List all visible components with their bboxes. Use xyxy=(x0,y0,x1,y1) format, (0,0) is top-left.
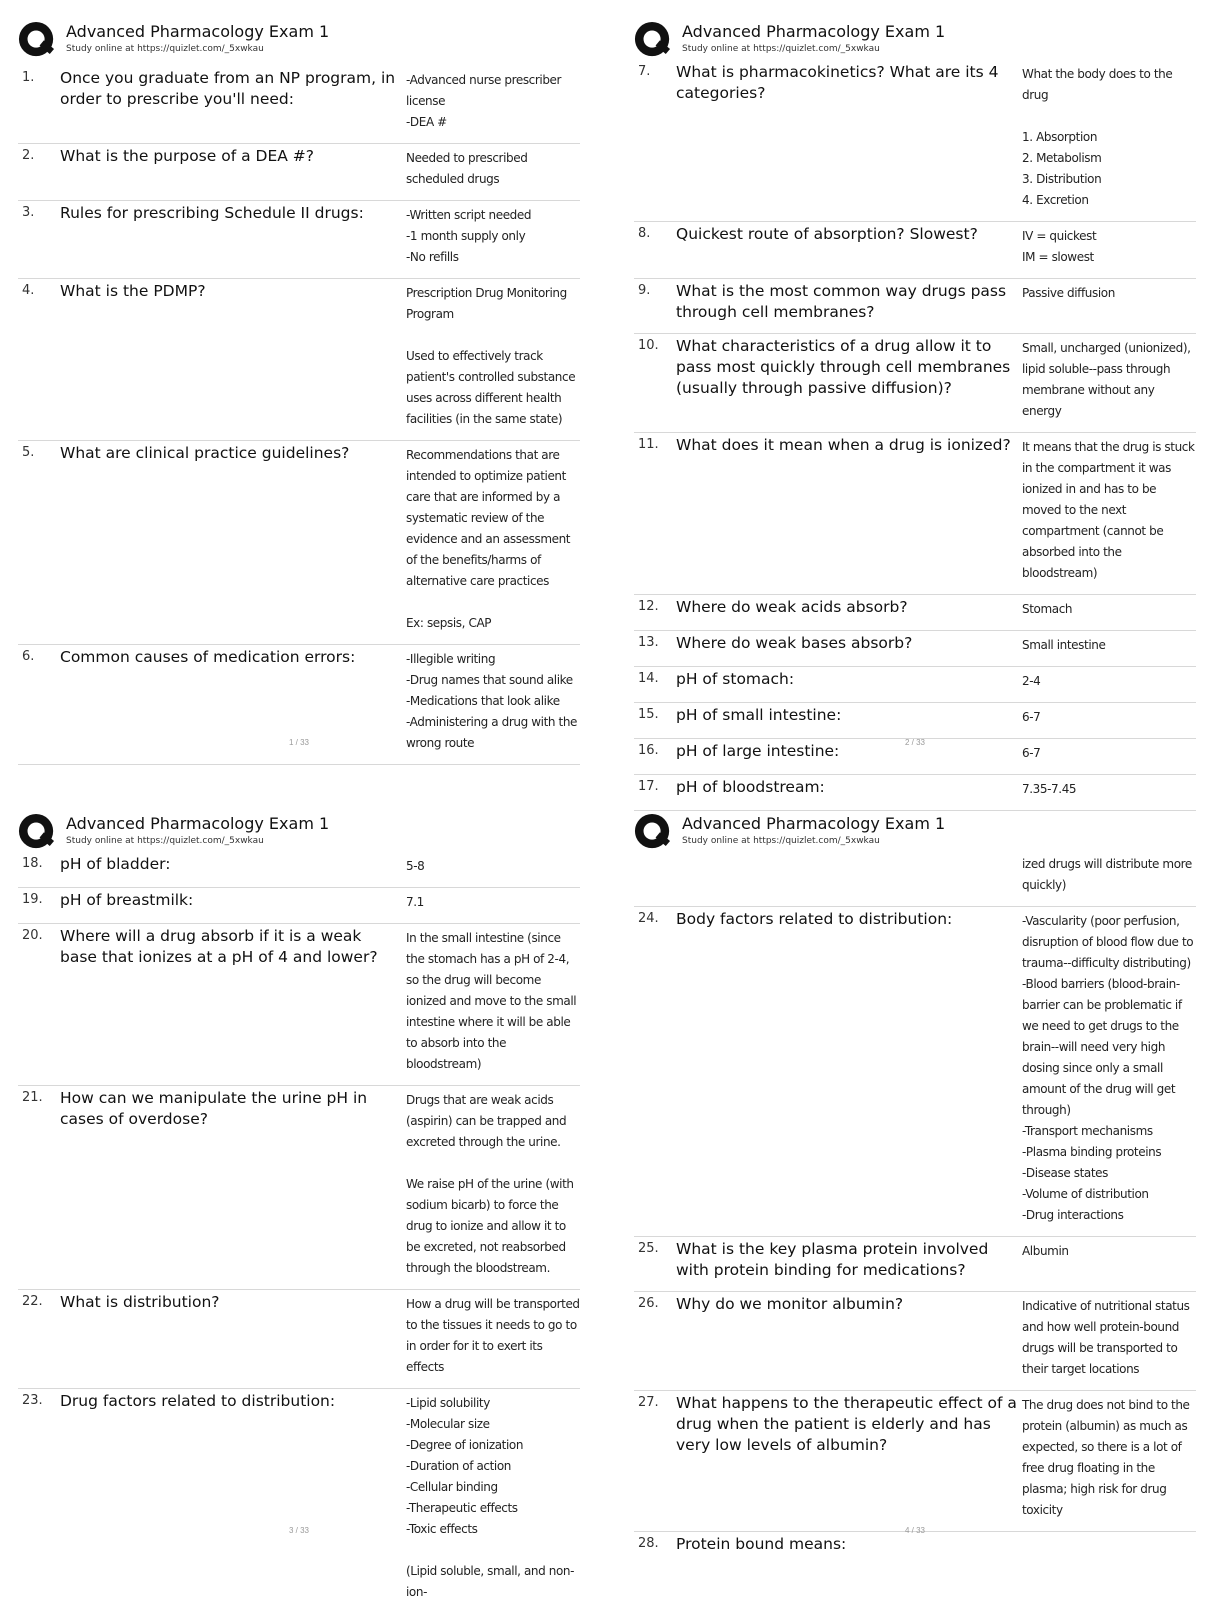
flashcard xyxy=(18,645,580,765)
card-term: Where do weak acids absorb? xyxy=(676,598,908,616)
card-number: 15. xyxy=(638,707,659,722)
card-definition: It means that the drug is stuck in the compartment it was ionized in and has to be moved to the next compartment (cannot be absorbed into the bloodstream) xyxy=(1022,440,1195,580)
card-definition: Small intestine xyxy=(1022,638,1106,652)
card-number: 17. xyxy=(638,779,659,794)
page-number: 3 / 33 xyxy=(288,1526,309,1535)
flashcard xyxy=(18,201,580,279)
card-definition xyxy=(1022,1534,1196,1555)
card-term: Why do we monitor albumin? xyxy=(676,1295,904,1313)
card-number: 22. xyxy=(22,1294,43,1309)
card-definition: In the small intestine (since the stomach has a pH of 2-4, so the drug will become ionized and move to the small intestine where it will be able to absorb into the bloodstream) xyxy=(406,931,577,1071)
card-definition: -Written script needed -1 month supply only -No refills xyxy=(406,208,532,264)
page-header xyxy=(18,810,598,858)
flashcard xyxy=(634,222,1196,279)
card-term: What is the purpose of a DEA #? xyxy=(60,147,314,165)
card-list xyxy=(634,852,1196,1565)
card-number: 19. xyxy=(22,892,43,907)
card-definition: 7.1 xyxy=(406,895,424,909)
card-definition: 7.35-7.45 xyxy=(1022,782,1077,796)
card-term: What does it mean when a drug is ionized? xyxy=(676,436,1011,454)
card-term: How can we manipulate the urine pH in cases of overdose? xyxy=(60,1089,368,1128)
card-number: 7. xyxy=(638,64,651,79)
card-term: Body factors related to distribution: xyxy=(676,910,953,928)
card-definition: Indicative of nutritional status and how well protein-bound drugs will be transported to their target locations xyxy=(1022,1299,1190,1376)
flashcard xyxy=(634,60,1196,222)
card-definition: Prescription Drug Monitoring Program Used to effectively track patient's controlled substance uses across different health facilities (in the same state) xyxy=(406,286,576,426)
card-term: pH of large intestine: xyxy=(676,742,840,760)
document-subtitle: Study online at https://quizlet.com/_5xwkau xyxy=(66,836,264,846)
card-definition: Drugs that are weak acids (aspirin) can be trapped and excreted through the urine. We raise pH of the urine (with sodium bicarb) to force the drug to ionize and allow it to be excreted, not reabsorbed through the bloodstream. xyxy=(406,1093,574,1275)
card-definition: -Advanced nurse prescriber license -DEA # xyxy=(406,73,562,129)
flashcard xyxy=(18,279,580,441)
card-number: 21. xyxy=(22,1090,43,1105)
flashcard xyxy=(18,1389,580,1613)
flashcard xyxy=(634,1532,1196,1565)
card-term: What is pharmacokinetics? What are its 4 categories? xyxy=(676,63,999,102)
card-number: 16. xyxy=(638,743,659,758)
flashcard xyxy=(634,595,1196,631)
card-term: What are clinical practice guidelines? xyxy=(60,444,350,462)
card-term: What characteristics of a drug allow it to pass most quickly through cell membranes (usually through passive diffusion)? xyxy=(676,337,1011,397)
card-term: Rules for prescribing Schedule II drugs: xyxy=(60,204,364,222)
flashcard xyxy=(18,852,580,888)
document-title: Advanced Pharmacology Exam 1 xyxy=(682,22,946,41)
flashcard xyxy=(634,433,1196,595)
card-definition: The drug does not bind to the protein (albumin) as much as expected, so there is a lot of free drug floating in the plasma; high risk for drug toxicity xyxy=(1022,1398,1190,1517)
card-number: 20. xyxy=(22,928,43,943)
document-subtitle: Study online at https://quizlet.com/_5xwkau xyxy=(66,44,264,54)
flashcard xyxy=(18,66,580,144)
page-number: 4 / 33 xyxy=(904,1526,925,1535)
card-term: Where do weak bases absorb? xyxy=(676,634,913,652)
card-number: 8. xyxy=(638,226,651,241)
card-number: 26. xyxy=(638,1296,659,1311)
document-page-1 xyxy=(18,18,598,778)
card-term: pH of small intestine: xyxy=(676,706,842,724)
card-term: Quickest route of absorption? Slowest? xyxy=(676,225,978,243)
card-number: 14. xyxy=(638,671,659,686)
card-term: pH of bladder: xyxy=(60,855,171,873)
document-title: Advanced Pharmacology Exam 1 xyxy=(66,814,330,833)
card-term: Protein bound means: xyxy=(676,1535,847,1553)
document-page-2 xyxy=(634,18,1214,796)
card-number: 11. xyxy=(638,437,659,452)
card-definition: -Lipid solubility -Molecular size -Degree of ionization -Duration of action -Cellular binding -Therapeutic effects -Toxic effects (Lipid soluble, small, and non-ion- xyxy=(406,1396,575,1599)
card-definition-continued: ized drugs will distribute more quickly) xyxy=(1022,857,1192,892)
card-number: 6. xyxy=(22,649,35,664)
document-title: Advanced Pharmacology Exam 1 xyxy=(66,22,330,41)
card-list xyxy=(634,60,1196,811)
card-definition: 5-8 xyxy=(406,859,425,873)
card-number: 12. xyxy=(638,599,659,614)
card-term: pH of bloodstream: xyxy=(676,778,825,796)
page-header xyxy=(18,18,598,66)
flashcard xyxy=(18,1290,580,1389)
card-definition: How a drug will be transported to the tissues it needs to go to in order for it to exert its effects xyxy=(406,1297,580,1374)
card-list xyxy=(18,66,580,765)
card-definition: Stomach xyxy=(1022,602,1073,616)
card-term: What is the PDMP? xyxy=(60,282,206,300)
card-definition: What the body does to the drug 1. Absorption 2. Metabolism 3. Distribution 4. Excretion xyxy=(1022,67,1173,207)
document-page-4 xyxy=(634,810,1214,1570)
card-definition: -Illegible writing -Drug names that sound alike -Medications that look alike -Administering a drug with the wrong route xyxy=(406,652,578,750)
document-subtitle: Study online at https://quizlet.com/_5xwkau xyxy=(682,836,880,846)
flashcard xyxy=(634,279,1196,334)
flashcard xyxy=(18,924,580,1086)
document-title: Advanced Pharmacology Exam 1 xyxy=(682,814,946,833)
card-definition: Needed to prescribed scheduled drugs xyxy=(406,151,528,186)
flashcard xyxy=(634,334,1196,433)
flashcard xyxy=(18,888,580,924)
card-term: What happens to the therapeutic effect of a drug when the patient is elderly and has very low levels of albumin? xyxy=(676,1394,1017,1454)
card-number: 5. xyxy=(22,445,35,460)
card-number: 13. xyxy=(638,635,659,650)
flashcard xyxy=(634,703,1196,739)
page-header xyxy=(634,18,1214,66)
flashcard xyxy=(634,667,1196,703)
card-number: 27. xyxy=(638,1395,659,1410)
card-number: 3. xyxy=(22,205,35,220)
document-subtitle: Study online at https://quizlet.com/_5xwkau xyxy=(682,44,880,54)
flashcard xyxy=(634,1292,1196,1391)
quizlet-logo-icon xyxy=(18,21,56,59)
card-definition: 6-7 xyxy=(1022,710,1041,724)
flashcard xyxy=(18,441,580,645)
card-number: 18. xyxy=(22,856,43,871)
card-number: 23. xyxy=(22,1393,43,1408)
document-page-3 xyxy=(18,810,598,1599)
card-number: 2. xyxy=(22,148,35,163)
card-definition: Passive diffusion xyxy=(1022,286,1115,300)
page-number: 2 / 33 xyxy=(904,738,925,747)
card-term: What is the key plasma protein involved with protein binding for medications? xyxy=(676,1240,989,1279)
flashcard xyxy=(634,1391,1196,1532)
card-term: Common causes of medication errors: xyxy=(60,648,356,666)
card-definition: 6-7 xyxy=(1022,746,1041,760)
card-number: 4. xyxy=(22,283,35,298)
page-number: 1 / 33 xyxy=(288,738,309,747)
card-definition: Albumin xyxy=(1022,1244,1069,1258)
card-number: 28. xyxy=(638,1536,659,1551)
card-definition: -Vascularity (poor perfusion, disruption of blood flow due to trauma--difficulty distributing) -Blood barriers (blood-brain-barrier can be problematic if we need to get drugs to the brain--will need very high dosing since only a small amount of the drug will get through) -Transport mechanisms -Plasma binding proteins -Disease states -Volume of distribution -Drug interactions xyxy=(1022,914,1194,1222)
card-term: What is the most common way drugs pass through cell membranes? xyxy=(676,282,1007,321)
card-number: 24. xyxy=(638,911,659,926)
card-term: Where will a drug absorb if it is a weak base that ionizes at a pH of 4 and lower? xyxy=(60,927,378,966)
card-definition: IV = quickest IM = slowest xyxy=(1022,229,1097,264)
quizlet-logo-icon xyxy=(18,813,56,851)
flashcard xyxy=(634,631,1196,667)
card-term: pH of stomach: xyxy=(676,670,795,688)
flashcard xyxy=(634,1237,1196,1292)
flashcard-continuation xyxy=(634,852,1196,907)
quizlet-logo-icon xyxy=(634,813,672,851)
card-term: What is distribution? xyxy=(60,1293,220,1311)
page-header xyxy=(634,810,1214,858)
flashcard xyxy=(634,775,1196,811)
card-list xyxy=(18,852,580,1613)
card-definition: Small, uncharged (unionized), lipid soluble--pass through membrane without any energy xyxy=(1022,341,1191,418)
card-term: Once you graduate from an NP program, in order to prescribe you'll need: xyxy=(60,69,396,108)
card-number: 9. xyxy=(638,283,651,298)
quizlet-logo-icon xyxy=(634,21,672,59)
flashcard xyxy=(18,1086,580,1290)
flashcard xyxy=(634,907,1196,1237)
card-number: 10. xyxy=(638,338,659,353)
card-definition: 2-4 xyxy=(1022,674,1041,688)
card-term: pH of breastmilk: xyxy=(60,891,194,909)
card-term: Drug factors related to distribution: xyxy=(60,1392,336,1410)
card-number: 25. xyxy=(638,1241,659,1256)
card-number: 1. xyxy=(22,70,35,85)
flashcard xyxy=(18,144,580,201)
card-definition: Recommendations that are intended to optimize patient care that are informed by a systematic review of the evidence and an assessment of the benefits/harms of alternative care practices Ex: sepsis, CAP xyxy=(406,448,571,630)
